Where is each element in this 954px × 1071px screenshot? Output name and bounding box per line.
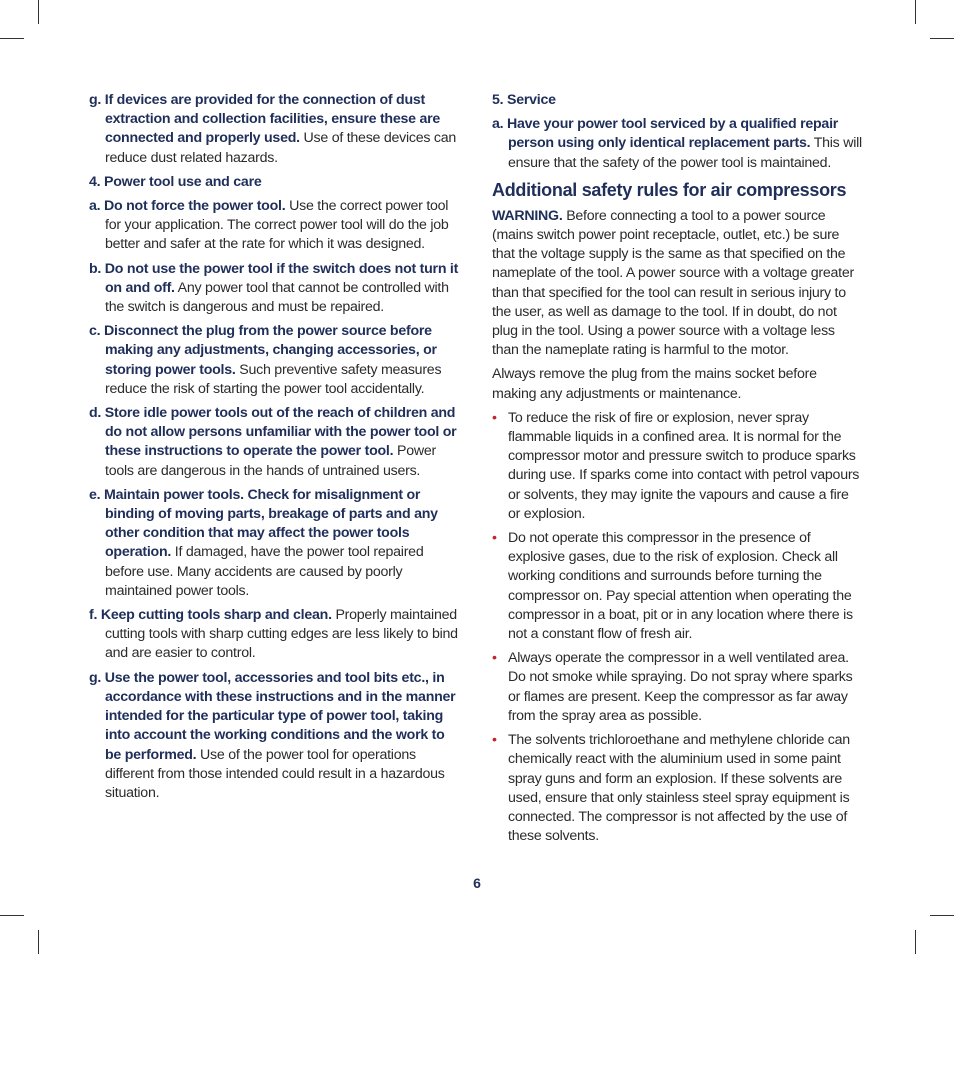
- crop-mark: [38, 930, 39, 954]
- right-column: [492, 91, 864, 851]
- list-item: a. Do not force the power tool. Use the correct power tool for your application. The correct power tool will do the job better and safer at the rate for which it was designed.: [89, 198, 449, 253]
- list-item: d. Store idle power tools out of the reach of children and do not allow persons unfamiliar with the power tool or these instructions to operate the power tool. Power tools are dangerous in the hands of untrained users.: [89, 405, 457, 479]
- list-item: a. Have your power tool serviced by a qualified repair person using only identical replacement parts. This will ensure that the safety of the power tool is maintained.: [492, 116, 862, 171]
- list-item: f. Keep cutting tools sharp and clean. Properly maintained cutting tools with sharp cutting edges are less likely to bind and are easier to control.: [89, 607, 458, 662]
- page-number: 6: [473, 875, 481, 891]
- section-heading: 5. Service: [492, 92, 556, 108]
- crop-mark: [38, 0, 39, 24]
- crop-mark: [915, 930, 916, 954]
- bullet-icon: •: [492, 650, 497, 667]
- bullet-item: • Always operate the compressor in a well ventilated area. Do not smoke while spraying. Do not spray where sparks or flames are present. Keep the compressor as far away from the spray area as possible.: [492, 650, 853, 724]
- list-item: g. If devices are provided for the connection of dust extraction and collection facilities, ensure these are connected and properly used. Use of these devices can reduce dust related hazards.: [89, 92, 457, 166]
- list-item: b. Do not use the power tool if the switch does not turn it on and off. Any power tool that cannot be controlled with the switch is dangerous and must be repaired.: [89, 260, 459, 316]
- warning-paragraph: WARNING. Before connecting a tool to a power source (mains switch power point receptacle, outlet, etc.) be sure that the voltage supply is the same as that specified on the nameplate of the tool. A power source with a voltage greater than that specified for the tool can result in serious injury to the user, as well as damage to the tool. If in doubt, do not plug in the tool. Using a power source with a voltage less than the nameplate rating is harmful to the motor.: [492, 207, 854, 359]
- section-title: Additional safety rules for air compressors: [492, 179, 847, 200]
- list-item: c. Disconnect the plug from the power source before making any adjustments, changing accessories, or storing power tools. Such preventive safety measures reduce the risk of starting the power tool accidentally.: [89, 323, 442, 397]
- crop-mark: [930, 915, 954, 916]
- left-column: [89, 91, 463, 808]
- bullet-icon: •: [492, 732, 497, 749]
- paragraph: Always remove the plug from the mains socket before making any adjustments or maintenance.: [492, 366, 817, 402]
- section-heading: 4. Power tool use and care: [89, 173, 262, 190]
- list-item: e. Maintain power tools. Check for misalignment or binding of moving parts, breakage of parts and any other condition that may affect the power tools operation. If damaged, have the power tool repaired before use. Many accidents are caused by poorly maintained power tools.: [89, 486, 438, 599]
- list-item: g. Use the power tool, accessories and tool bits etc., in accordance with these instructions and in the manner intended for the particular type of power tool, taking into account the working conditions and the work to be performed. Use of the power tool for operations different from those intended could result in a hazardous situation.: [89, 669, 456, 801]
- bullet-icon: •: [492, 530, 497, 547]
- bullet-icon: •: [492, 409, 497, 426]
- crop-mark: [930, 38, 954, 39]
- crop-mark: [0, 38, 24, 39]
- crop-mark: [915, 0, 916, 24]
- crop-mark: [0, 915, 24, 916]
- bullet-item: • The solvents trichloroethane and methylene chloride can chemically react with the aluminium used in some paint spray guns and form an explosion. If these solvents are used, ensure that only stainless steel spray equipment is connected. The compressor is not affected by the use of these solvents.: [492, 732, 850, 845]
- bullet-item: • To reduce the risk of fire or explosion, never spray flammable liquids in a confined area. It is normal for the compressor motor and pressure switch to produce sparks during use. If sparks come into contact with petrol vapours or solvents, they may ignite the vapours and cause a fire or explosion.: [492, 409, 860, 522]
- bullet-item: • Do not operate this compressor in the presence of explosive gases, due to the risk of explosion. Check all working conditions and surrounds before turning the compressor on. Pay special attention when operating the compressor in a boat, pit or in any location where there is not a constant flow of fresh air.: [492, 530, 853, 643]
